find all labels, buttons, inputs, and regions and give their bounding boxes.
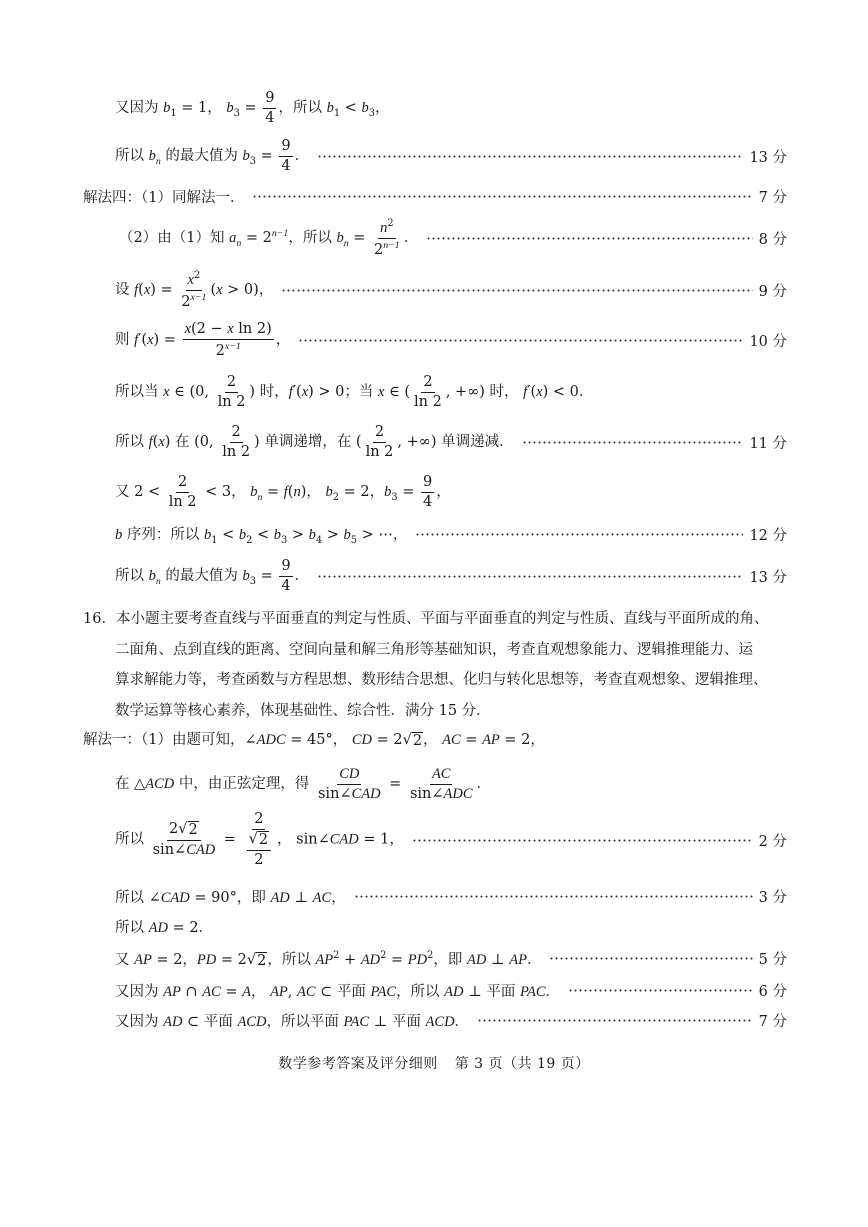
solution-line [0, 756, 868, 812]
score-label: 11 分 [749, 435, 787, 452]
problem-16-line: 数学运算等核心素养，体现基础性、综合性．满分 15 分． [115, 702, 491, 719]
dot-leader [317, 575, 743, 578]
dot-leader [317, 155, 743, 158]
solution-line [0, 808, 787, 872]
solution-line [0, 262, 787, 318]
problem-16-line: 16．本小题主要考查直线与平面垂直的判定与性质、平面与平面垂直的判定与性质、直线与平面所成的角、 [83, 611, 769, 627]
line-text: 设 f(x) = $\frac{x^2}{2^{x-1}}$ (x > 0)， [115, 270, 274, 310]
line-text: （2）由（1）知 $a_n = 2^{n-1}$，所以 $b_n$ = $\frac{n^2}{2^{n-1}}$ ． [119, 218, 419, 258]
line-text: 又因为 AD ⊂ 平面 ACD，所以平面 PAC ⊥ 平面 ACD． [115, 1013, 470, 1030]
problem-16-line: 二面角、点到直线的距离、空间向量和解三角形等基础知识，考查直观想象能力、逻辑推理能力、运 [115, 641, 753, 658]
score-label: 2 分 [758, 833, 787, 850]
score-label: 5 分 [758, 951, 787, 968]
dot-leader [415, 533, 743, 536]
line-text: 解法一：（1）由题可知，∠ADC = 45°， CD = 2√ 2 ， AC = AP = 2， [83, 731, 545, 749]
dot-leader [252, 195, 752, 198]
line-text: b 序列：所以 $b_1 < b_2 < b_3 > b_4 > b_5$ > ⋯， [115, 526, 408, 546]
score-label: 13 分 [749, 149, 787, 166]
line-text: 所以 $b_n$ 的最大值为 $b_3$ = $\frac{9}{4}$ ． [115, 137, 310, 174]
solution-line [0, 312, 787, 368]
line-text: 又 AP = 2，PD = 2√ 2 ，所以 $AP^2 + AD^2 = PD^2$，即 AD ⊥ AP． [115, 949, 542, 969]
line-text: 所以 f(x) 在 (0, $\frac{2}{\ln 2}$ ) 单调递增，在 ( $\frac{2}{\ln 2}$ , +∞) 单调递减． [115, 423, 514, 460]
dot-leader [298, 339, 743, 342]
line-text: 又因为 AP ∩ AC = A， AP, AC ⊂ 平面 PAC，所以 AD ⊥ 平面 PAC． [115, 983, 561, 1000]
problem-16-line: 算求解能力等，考查函数与方程思想、数形结合思想、化归与转化思想等，考查直观想象、逻辑推理、 [115, 672, 768, 688]
score-label: 12 分 [749, 527, 787, 544]
line-text: 所以 ∠CAD = 90°，即 AD ⊥ AC， [115, 889, 346, 906]
line-text: 所以 AD = 2． [115, 919, 214, 936]
footer-page-number: 第 3 页（共 19 页） [454, 1056, 590, 1072]
dot-leader [426, 237, 752, 240]
page-footer [0, 1053, 868, 1073]
dot-leader [412, 839, 753, 842]
solution-line [0, 992, 787, 1048]
score-label: 8 分 [758, 231, 787, 248]
score-label: 9 分 [758, 283, 787, 300]
solution-line [0, 210, 787, 266]
dot-leader [522, 441, 744, 444]
score-label: 6 分 [758, 983, 787, 1000]
dot-leader [477, 1019, 753, 1022]
line-text: 所以 2√ 2 sin∠CAD = 2 √ 2 2 ， sin∠CAD = 1， [115, 811, 404, 868]
footer-title: 数学参考答案及评分细则 [278, 1056, 438, 1072]
solution-line [0, 414, 787, 470]
line-text: 所以当 x ∈ (0, $\frac{2}{\ln 2}$ ) 时，f′(x) > 0；当 x ∈ ( $\frac{2}{\ln 2}$ , +∞) 时， f′(x) < 0． [115, 373, 594, 410]
dot-leader [281, 289, 752, 292]
line-text: 又 2 < $\frac{2}{\ln 2}$ < 3， $b_n = f(n)$， $b_2 = 2$，$b_3$ = $\frac{9}{4}$ ， [115, 473, 451, 510]
line-text: 所以 $b_n$ 的最大值为 $b_3$ = $\frac{9}{4}$ ． [115, 557, 310, 594]
score-label: 10 分 [749, 333, 787, 350]
score-label: 13 分 [749, 569, 787, 586]
score-label: 7 分 [758, 1013, 787, 1030]
solution-line [0, 364, 868, 420]
line-text: 则 f′(x) = $\frac{\text{x(2 − x ln 2)}}{2^{x-1}}$ ， [115, 320, 291, 359]
line-text: 解法四：（1）同解法一． [83, 189, 245, 206]
score-label: 7 分 [758, 189, 787, 206]
problem-16-description [83, 604, 788, 726]
dot-leader [549, 957, 752, 960]
line-text: 在 △ACD 中，由正弦定理，得 $\frac{CD}{\text{sin∠CAD}}$ = $\frac{AC}{\text{sin∠ADC}}$ ． [115, 765, 492, 802]
line-text: 又因为 $b_1 = 1$， $b_3$ = $\frac{9}{4}$ ，所以 $b_1 < b_3$， [115, 89, 390, 126]
score-label: 3 分 [758, 889, 787, 906]
solution-line [0, 548, 787, 604]
